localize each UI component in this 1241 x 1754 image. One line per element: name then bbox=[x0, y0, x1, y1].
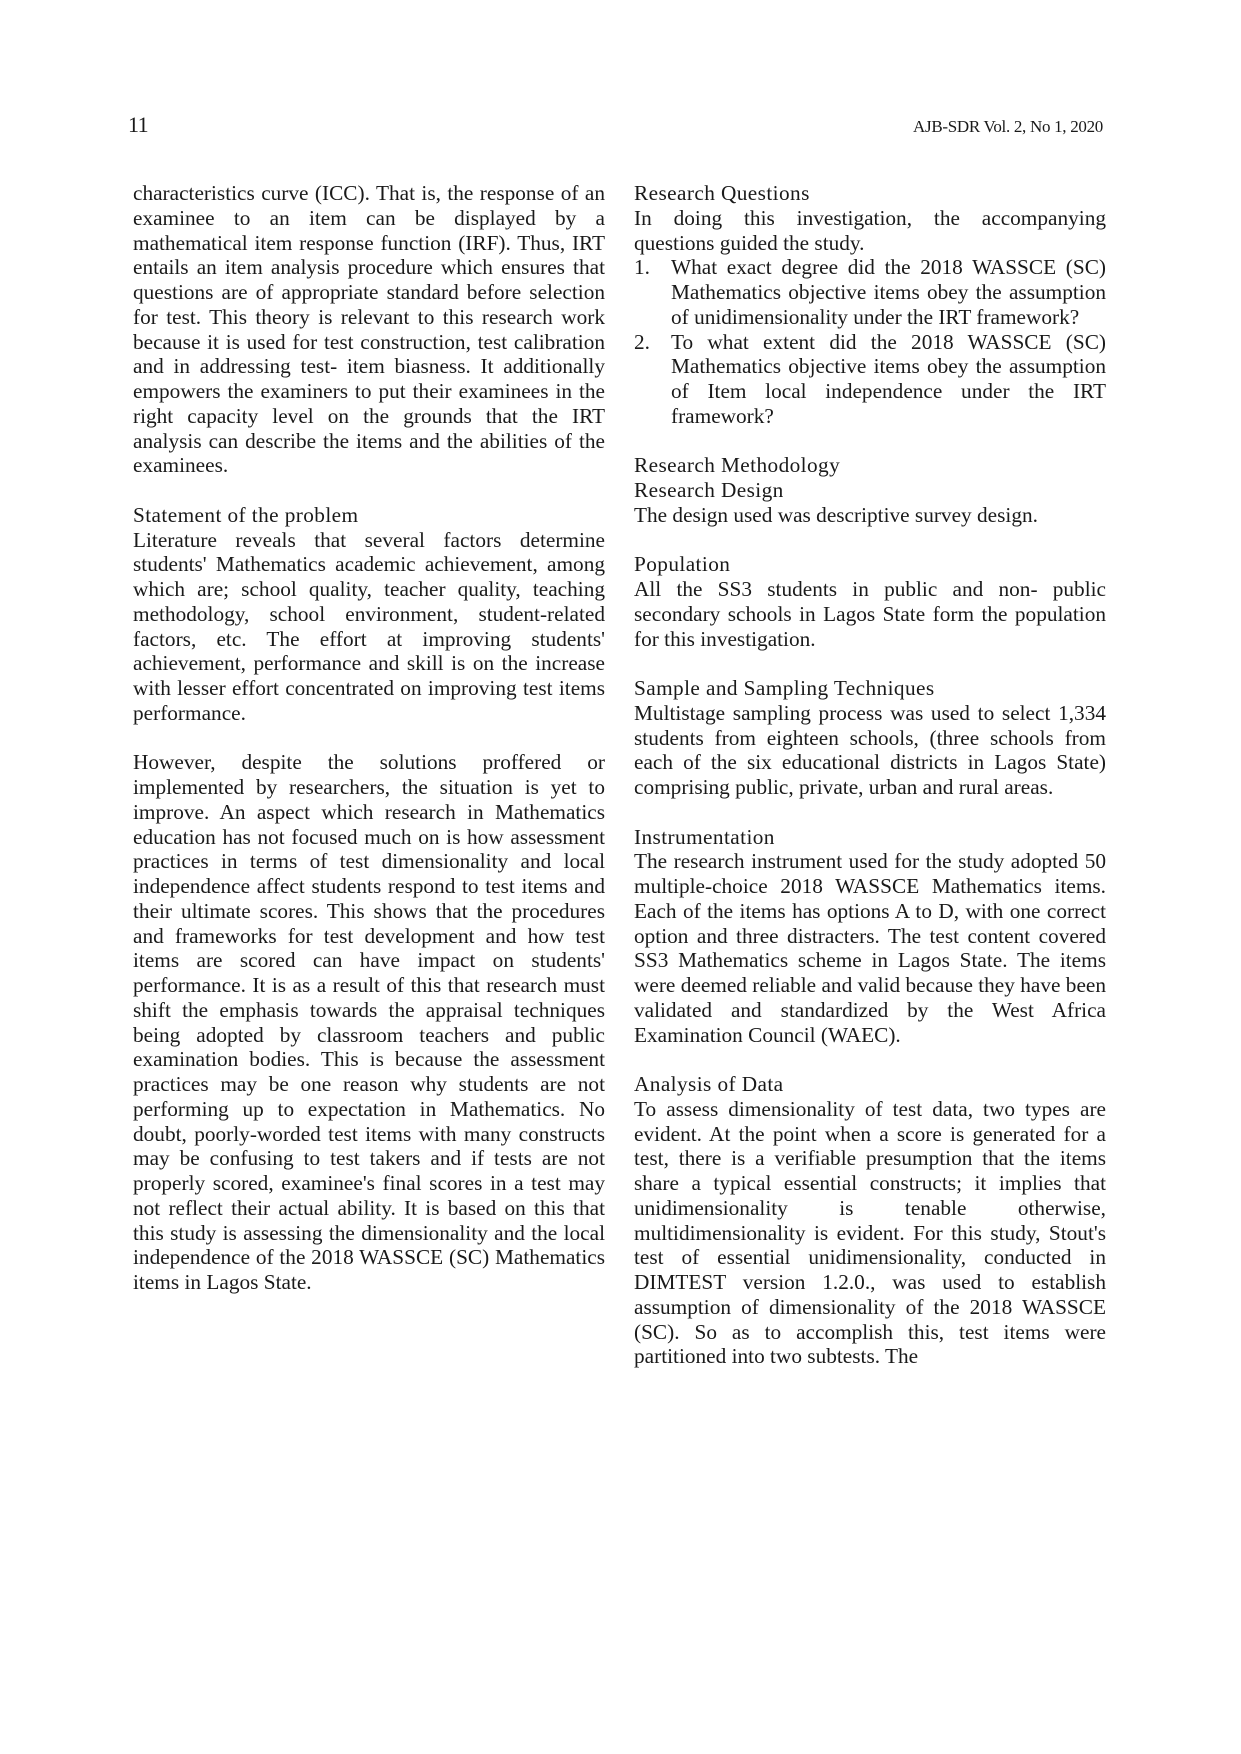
journal-citation: AJB-SDR Vol. 2, No 1, 2020 bbox=[913, 117, 1103, 136]
question-text: What exact degree did the 2018 WASSCE (SC) Mathematics objective items obey the assumption of unidimensionality under the IRT framework? bbox=[671, 255, 1106, 329]
statement-paragraph: Literature reveals that several factors determine students' Mathematics academic achievement, among which are; school quality, teacher quality, teaching methodology, school environment, student-related factors, etc. The effort at improving students' achievement, performance and skill is on the increase with lesser effort concentrated on improving test items performance. bbox=[133, 527, 605, 725]
research-questions-intro: In doing this investigation, the accompanying questions guided the study. bbox=[634, 205, 1106, 255]
spacer bbox=[634, 1047, 1106, 1072]
question-number: 2. bbox=[634, 329, 650, 354]
sampling-heading: Sample and Sampling Techniques bbox=[634, 676, 935, 700]
right-column bbox=[634, 181, 1106, 1369]
analysis-text: To assess dimensionality of test data, two types are evident. At the point when a score is generated for a test, there is a verifiable presumption that the items share a typical essential constructs; it implies that unidimensionality is tenable otherwise, multidimensionality is evident. For this study, Stout's test of essential unidimensionality, conducted in DIMTEST version 1.2.0., was used to establish assumption of dimensionality of the 2018 WASSCE (SC). So as to accomplish this, test items were partitioned into two subtests. The bbox=[634, 1096, 1106, 1369]
research-questions-list bbox=[634, 255, 1106, 428]
spacer bbox=[634, 429, 1106, 454]
spacer bbox=[634, 651, 1106, 676]
research-question-item bbox=[634, 255, 1106, 329]
spacer bbox=[133, 478, 605, 503]
irt-intro-paragraph: characteristics curve (ICC). That is, the response of an examinee to an item can be displayed by a mathematical item response function (IRF). Thus, IRT entails an item analysis procedure which ensures that questions are of appropriate standard before selection for test. This theory is relevant to this research work because it is used for test construction, test calibration and in addressing test- item biasness. It additionally empowers the examiners to put their examinees in the right capacity level on the grounds that the IRT analysis can describe the items and the abilities of the examinees. bbox=[133, 181, 605, 478]
design-text: The design used was descriptive survey design. bbox=[634, 502, 1038, 527]
population-text: All the SS3 students in public and non- public secondary schools in Lagos State form the population for this investigation. bbox=[634, 577, 1106, 651]
page-number: 11 bbox=[128, 112, 149, 137]
research-question-item bbox=[634, 330, 1106, 429]
instrumentation-heading: Instrumentation bbox=[634, 824, 775, 849]
spacer bbox=[634, 528, 1106, 553]
methodology-heading: Research Methodology bbox=[634, 453, 841, 478]
population-heading: Population bbox=[634, 552, 731, 577]
statement-heading: Statement of the problem bbox=[133, 502, 359, 527]
question-text: To what extent did the 2018 WASSCE (SC) Mathematics objective items obey the assumption of Item local independence under the IRT framework? bbox=[671, 329, 1106, 428]
analysis-heading: Analysis of Data bbox=[634, 1072, 784, 1096]
however-paragraph: However, despite the solutions proffered or implemented by researchers, the situation is yet to improve. An aspect which research in Mathematics education has not focused much on is how assessment practices in terms of test dimensionality and local independence affect students respond to test items and their ultimate scores. This shows that the procedures and frameworks for test development and how test items are scored can have impact on students' performance. It is as a result of this that research must shift the emphasis towards the appraisal techniques being adopted by classroom teachers and public examination bodies. This is because the assessment practices may be one reason why students are not performing up to expectation in Mathematics. No doubt, poorly-worded test items with many constructs may be confusing to test takers and if tests are not properly scored, examinee's final scores in a test may not reflect their actual ability. It is based on this that this study is assessing the dimensionality and the local independence of the 2018 WASSCE (SC) Mathematics items in Lagos State. bbox=[133, 750, 605, 1294]
design-heading: Research Design bbox=[634, 478, 784, 502]
page-header bbox=[128, 112, 1103, 138]
spacer bbox=[133, 726, 605, 751]
sampling-text: Multistage sampling process was used to select 1,334 students from eighteen schools, (three schools from each of the six educational districts in Lagos State) comprising public, private, urban and rural areas. bbox=[634, 700, 1106, 799]
instrumentation-text: The research instrument used for the study adopted 50 multiple-choice 2018 WASSCE Mathematics items. Each of the items has options A to D, with one correct option and three distracters. The test content covered SS3 Mathematics scheme in Lagos State. The items were deemed reliable and valid because they have been validated and standardized by the West Africa Examination Council (WAEC). bbox=[634, 849, 1106, 1047]
left-column bbox=[133, 181, 605, 1295]
question-number: 1. bbox=[634, 255, 650, 280]
research-questions-heading: Research Questions bbox=[634, 181, 810, 205]
spacer bbox=[634, 800, 1106, 825]
